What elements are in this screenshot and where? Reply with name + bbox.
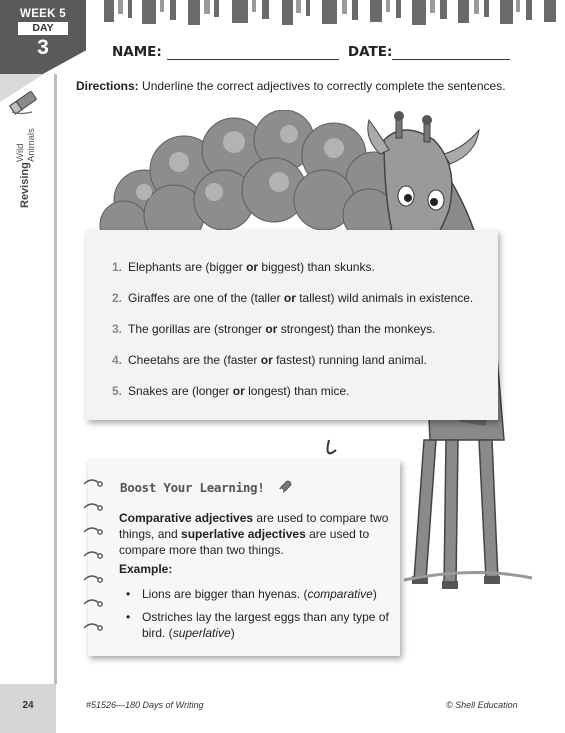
spiral-binding-rings [80, 462, 104, 658]
boost-your-learning-card: Boost Your Learning! Comparative adjectives are used to compare two things, and superlative adjectives are used to compare more than two things. Example: • Lions are bigger than hyenas. (comparative) • Ostriches lay the largest eggs than any type of bird. (superlative) [88, 460, 400, 656]
sentence-2: 2. Giraffes are one of the (taller or tallest) wild animals in existence. [112, 291, 474, 305]
directions-text: Underline the correct adjectives to correctly complete the sentences. [138, 79, 506, 93]
week-label: WEEK 5 [20, 8, 66, 20]
name-label: NAME: [112, 44, 162, 60]
or-choice[interactable]: or [232, 384, 245, 398]
boost-explanation: Comparative adjectives are used to compare two things, and superlative adjectives are used to compare more than two things. [119, 511, 389, 557]
or-choice[interactable]: or [246, 260, 259, 274]
topic-label-vertical [4, 128, 48, 208]
topic-label: Revising [19, 162, 31, 208]
footer-book-title: #51526—180 Days of Writing [86, 700, 204, 710]
sentence-5: 5. Snakes are (longer or longest) than mice. [112, 384, 350, 398]
or-choice[interactable]: or [283, 291, 296, 305]
sentence-number: 2. [112, 291, 123, 305]
side-rule [54, 74, 57, 684]
page-number: 24 [22, 700, 34, 711]
or-choice[interactable]: or [265, 322, 278, 336]
example-label: Example: [119, 562, 173, 576]
sentence-number: 1. [112, 260, 123, 274]
or-choice[interactable]: or [260, 353, 273, 367]
sentences-card [86, 230, 498, 420]
rocket-icon [278, 480, 292, 494]
date-label: DATE: [347, 44, 393, 60]
day-number: 3 [37, 36, 49, 59]
sentence-number: 4. [112, 353, 123, 367]
sentence-4: 4. Cheetahs are the (faster or fastest) running land animal. [112, 353, 427, 367]
pencil-eraser-icon [6, 88, 42, 116]
footer-publisher: © Shell Education [446, 700, 518, 710]
date-field[interactable] [392, 47, 510, 60]
day-label: DAY [18, 22, 68, 35]
sentence-number: 3. [112, 322, 123, 336]
subtopic-label: Wild Animals [15, 128, 37, 163]
boost-title: Boost Your Learning! [120, 480, 292, 495]
sentence-number: 5. [112, 384, 123, 398]
name-field[interactable] [167, 47, 339, 60]
directions-label: Directions: [76, 79, 139, 93]
sentence-1: 1. Elephants are (bigger or biggest) than skunks. [112, 260, 375, 274]
name-date-line [112, 44, 510, 60]
sentence-3: 3. The gorillas are (stronger or strongest) than the monkeys. [112, 322, 436, 336]
directions [76, 79, 506, 93]
